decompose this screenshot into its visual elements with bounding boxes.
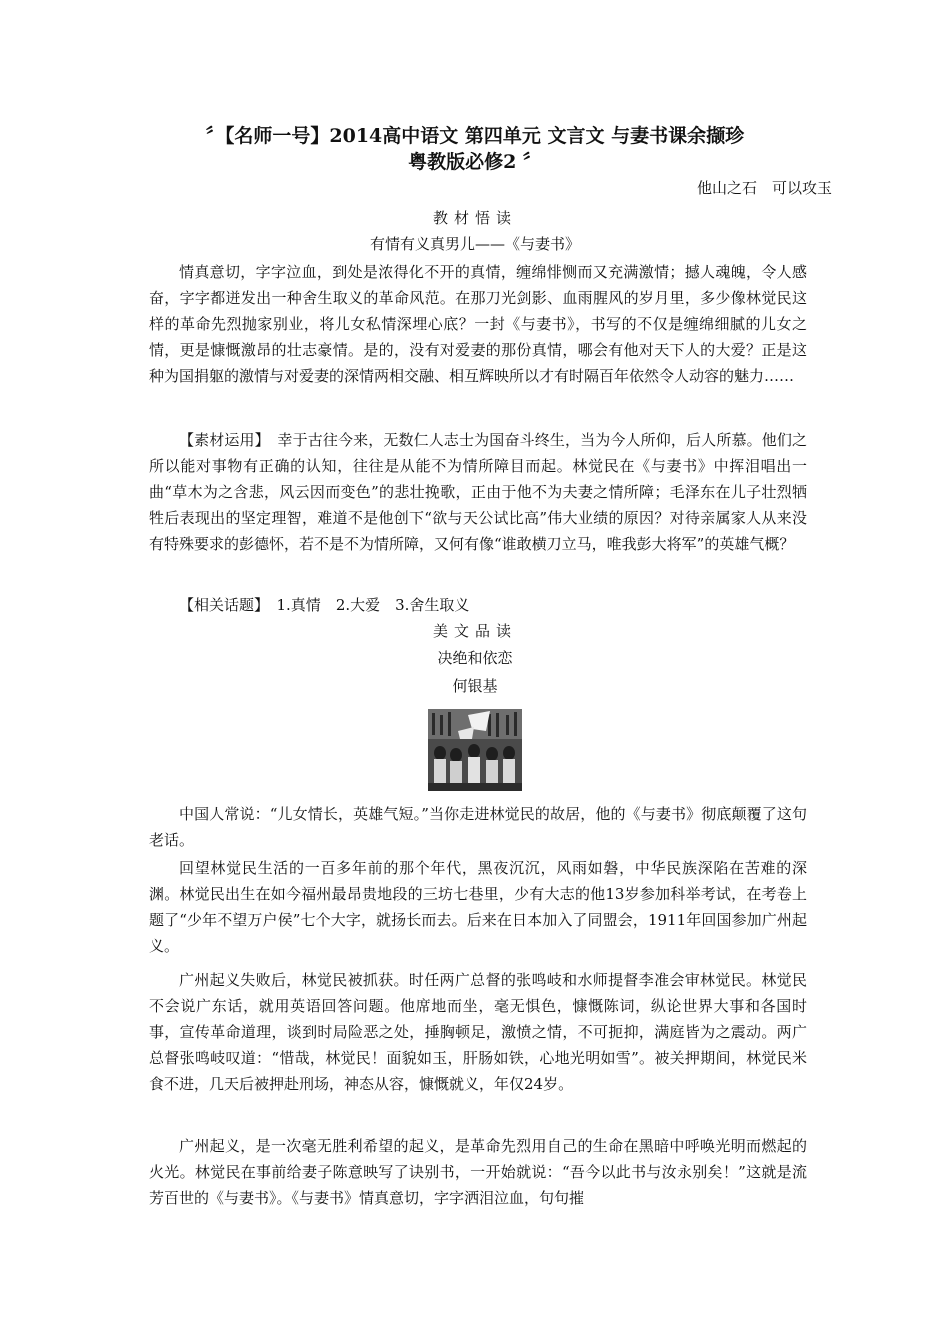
motto: 他山之石 可以攻玉 xyxy=(696,179,832,197)
essay-paragraph-2: 回望林觉民生活的一百多年前的那个年代，黑夜沉沉，风雨如磐，中华民族深陷在苦难的深渊。林觉民出生在如今福州最昂贵地段的三坊七巷里，少有大志的他13岁参加科举考试，在考卷上题了“少年不望万户侯”七个大字，就扬长而去。后来在日本加入了同盟会，1911年回国参加广州起义。 xyxy=(149,859,807,955)
essay-paragraph-3: 广州起义失败后，林觉民被抓获。时任两广总督的张鸣岐和水师提督李准会审林觉民。林觉民不会说广东话，就用英语回答问题。他席地而坐，毫无惧色，慷慨陈词，纵论世界大事和各国时事，宣传革命道理，谈到时局险恶之处，捶胸顿足，激愤之情，不可扼抑，满庭皆为之震动。两广总督张鸣岐叹道：“惜哉，林觉民！面貌如玉，肝肠如铁，心地光明如雪”。被关押期间，林觉民米食不进，几天后被押赴刑场，神态从容，慷慨就义，年仅24岁。 xyxy=(149,971,807,1093)
paragraph-intro: 情真意切，字字泣血，到处是浓得化不开的真情，缠绵悱恻而又充满激情；撼人魂魄，令人感奋，字字都迸发出一种舍生取义的革命风范。在那刀光剑影、血雨腥风的岁月里，多少像林觉民这样的革命先烈抛家别业，将儿女私情深埋心底？一封《与妻书》，书写的不仅是缠绵细腻的儿女之情，更是慷慨激昂的壮志豪情。是的，没有对爱妻的那份真情，哪会有他对天下人的大爱？正是这种为国捐躯的激情与对爱妻的深情两相交融、相互辉映所以才有时隔百年依然令人动容的魅力…… xyxy=(149,263,807,385)
essay-paragraph-4: 广州起义，是一次毫无胜利希望的起义，是革命先烈用自己的生命在黑暗中呼唤光明而燃起的火光。林觉民在事前给妻子陈意映写了诀别书，一开始就说：“吾今以此书与汝永别矣！”这就是流芳百世的《与妻书》。《与妻书》情真意切，字字洒泪泣血，句句摧 xyxy=(149,1137,807,1207)
document-title-line-2: 粤教版必修2 〞 xyxy=(408,151,542,173)
section-subheading-textbook-reading: 有情有义真男儿——《与妻书》 xyxy=(369,235,580,253)
photo-of-performers-icon xyxy=(428,709,522,791)
essay-paragraph-1: 中国人常说：“儿女情长，英雄气短。”当你走进林觉民的故居，他的《与妻书》彻底颠覆了这句老话。 xyxy=(149,805,807,849)
section-heading-textbook-reading: 教材悟读 xyxy=(432,209,517,227)
document-title-line-1: 〞【名师一号】2014高中语文 第四单元 文言文 与妻书课余撷珍 xyxy=(205,125,745,147)
essay-author: 何银基 xyxy=(452,677,498,695)
paragraph-material-usage: 【素材运用】 幸于古往今来，无数仁人志士为国奋斗终生，当为今人所仰，后人所慕。他们之所以能对事物有正确的认知，往往是从能不为情所障目而起。林觉民在《与妻书》中挥泪唱出一曲“草木为之含悲，风云因而变色”的悲壮挽歌，正由于他不为夫妻之情所障；毛泽东在儿子壮烈牺牲后表现出的坚定理智，难道不是他创下“欲与天公试比高”伟大业绩的原因？对待亲属家人从来没有特殊要求的彭德怀，若不是不为情所障，又何有像“谁敢横刀立马，唯我彭大将军”的英雄气概？ xyxy=(149,431,807,553)
section-heading-essay-reading: 美文品读 xyxy=(432,622,517,640)
paragraph-related-topics: 【相关话题】 1.真情 2.大爱 3.舍生取义 xyxy=(179,596,470,614)
essay-title: 决绝和依恋 xyxy=(437,649,513,667)
